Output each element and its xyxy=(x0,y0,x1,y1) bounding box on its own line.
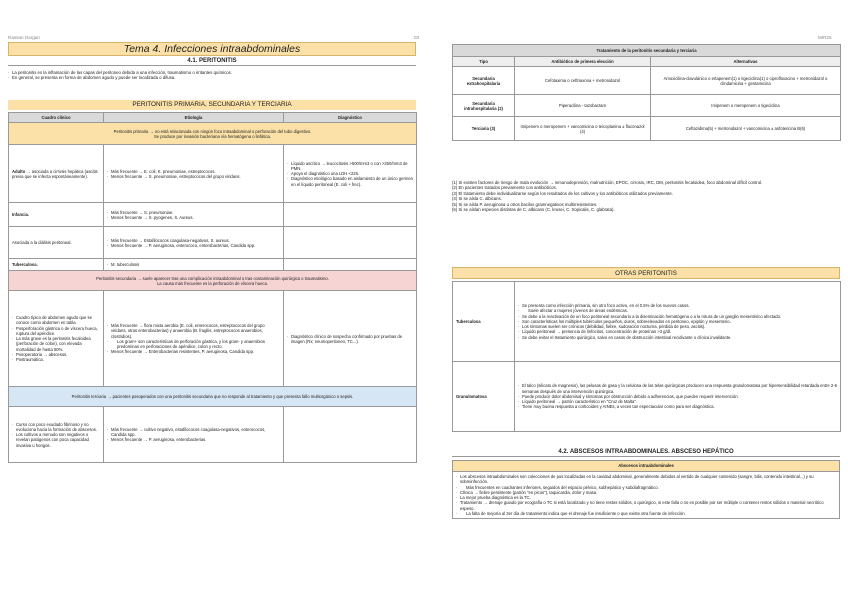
table-title: PERITONITIS PRIMARIA, SECUNDARIA Y TERCIARIA xyxy=(8,100,416,110)
abscesos-cell xyxy=(453,472,840,519)
tb-item: · Se presenta como infección primaria, sin otro foco activo, en el 0,5% de los nuevos casos. xyxy=(518,303,837,308)
gr-cell xyxy=(515,362,841,432)
secundaria-banner xyxy=(9,271,417,291)
tb-label: Tuberculosa xyxy=(453,282,515,362)
clinic-cell xyxy=(9,291,104,387)
abscesos-title: Abscesos intraabdominales xyxy=(453,461,840,472)
tipo-cell: Secundaria intrahospitalaria (2) xyxy=(453,95,515,117)
clinic-cell xyxy=(9,227,104,259)
intro-item: · En general, se presenta en forma de abdomen agudo y puede ser localizada o difusa. xyxy=(8,75,416,80)
peritonitis-table xyxy=(8,112,417,463)
tb-item: · Se debe a la reactivación de un foco peritoneal secundario a la diseminación hematógena o a la rotura de un ganglio mesentérico afectado. xyxy=(518,314,837,319)
clinic-cell xyxy=(9,145,104,203)
diag-cell xyxy=(284,259,417,271)
clinic-cell xyxy=(9,259,104,271)
etio-cell xyxy=(104,145,284,203)
otras-table xyxy=(452,281,841,432)
etio-item: · Los gram+ son características de perforación gástrica, y los gram- y anaerobios predominan en perforaciones de apéndice, colon y recto. xyxy=(107,339,280,350)
chapter-title: Tema 4. Infecciones intraabdominales xyxy=(8,42,416,56)
col-header: Tipo xyxy=(453,57,515,67)
intro-list xyxy=(8,70,416,81)
clinic-text: → asociada a cirrosis hepática (ascitis previa que se infecta espontáneamente). xyxy=(12,168,98,179)
etio-item: · Más frecuente → S. pneumoniae. xyxy=(107,210,280,215)
etio-item: · Menos frecuente → S. pneumoniae, estreptococos del grupo viridans. xyxy=(107,174,280,179)
gr-item: · Tiene muy buena respuesta a corticoides y AINEs, a veces tan espectacular como para ser diagnóstica. xyxy=(518,404,837,409)
page-number: 03 xyxy=(414,35,420,40)
ab-item: · Los abscesos intraabdominales son colecciones de pus localizadas en la cavidad abdominal, generalmente debidos al vertido de cualquier contenido (sangre, bilis, contenido intestinal...) y su sobreinfección. xyxy=(456,474,836,485)
tb-item: · Se debe evitar el tratamiento quirúrgico, salvo en casos de obstrucción intestinal recidivante o clínica invalidante. xyxy=(518,335,837,340)
etio-item: · Más frecuente → E. coli, K. pneumoniae, estreptococos. xyxy=(107,169,280,174)
treatment-title: Tratamiento de la peritonitis secundaria y terciaria xyxy=(453,45,841,57)
clinic-bold: Adulto xyxy=(12,168,26,174)
tb-item: · Los síntomas suelen ser crónicos (debilidad, fiebre, sudoración nocturna, pérdida de peso, ascitis). xyxy=(518,324,837,329)
clinic-item: · Posoperatoria → abscesos. xyxy=(12,352,100,357)
first-choice-cell: Cefotaxima o ceftriaxona + metronidazol xyxy=(515,67,651,95)
etio-item: · Más frecuente → cultivo negativo, estafilococos coagulasa-negativos, enterococos, Candida spp. xyxy=(107,427,280,438)
etio-item: · Más frecuente → Estafilococos coagulasa-negativos, S. aureus. xyxy=(107,238,280,243)
primaria-text-2: Se produce por invasión bacteriana vía hematógena o linfática. xyxy=(153,133,272,139)
note: (1) Si existen factores de riesgo de mala evolución → inmunodepresión, malnutrición, EPOC, cirrosis, IRC, DM, peritonitis fecaloidea, foco abdominal difícil control. xyxy=(452,180,763,185)
terciaria-banner xyxy=(9,387,417,407)
treatment-notes xyxy=(452,180,840,212)
note: (3) El tratamiento debe individualizarse según los resultados de los cultivos y los antibióticos utilizados previamente. xyxy=(452,190,673,196)
ab-item: · La falta de mejoría al 3er día de tratamiento indica que el drenaje fue insuficiente o que existe otra fuente de infección. xyxy=(456,511,836,516)
note: (2) En pacientes tratados previamente con antibióticos. xyxy=(452,185,557,191)
etio-item: · Menos frecuente → P. aeruginosa, enterococo, enterobacterias, Candida spp. xyxy=(107,243,280,248)
primaria-text: Peritonitis primaria → no está relacionada con ningún foco intraabdominal o perforación del tubo digestivo. xyxy=(113,128,312,134)
gr-item: · Líquido peritoneal → patrón característico en "Cruz de Malta". xyxy=(518,399,837,404)
etio-item: · Menos frecuente → S. pyogenes, S. Aureus. xyxy=(107,215,280,220)
diag-cell xyxy=(284,203,417,227)
etio-item: · Más frecuente → flora mixta aerobia (E. coli, enterococos, estreptococos del grupo viridans, otras enterobacterias) y anaerobia (B. fragilis, estreptococos anaerobios, clostridios). xyxy=(107,323,280,339)
clinic-bold: Infancia. xyxy=(12,212,29,218)
col-header: Alternativas xyxy=(651,57,841,67)
etio-cell xyxy=(104,407,284,463)
exam-tag: MIR25 xyxy=(818,35,832,40)
etio-item: · M. tuberculosis xyxy=(107,262,280,267)
clinic-item: · Posperforación gástrica o de víscera hueca, ruptura del apéndice. xyxy=(12,326,100,337)
tb-item: · Son características los múltiples tubérculos pequeños, duros, sobreelevados en peritoneo, epiplón y mesenterio. xyxy=(518,319,837,324)
alt-cell: Ceftazidima(5) + metronidazol + vancomicina ± anfotericina B(6) xyxy=(651,117,841,141)
clinic-item: · Los cultivos a menudo son negativos o revelan patógenos con poca capacidad invasiva u hongos. xyxy=(12,432,100,448)
alt-cell: Amoxicilina-clavulánico o ertapenem(1) o tigeciclina(1) o ciprofloxacino + metronidazol o clindamicina + gentamicina xyxy=(651,67,841,95)
clinic-text: Asociada a la diálisis peritoneal. xyxy=(12,240,72,246)
right-page xyxy=(424,0,848,599)
ab-item: · Más frecuentes en cuadrantes inferiores, seguidos del espacio pélvico, subhepático y subdiafragmático. xyxy=(456,485,836,490)
otras-title: OTRAS PERITONITIS xyxy=(452,267,840,279)
treatment-table xyxy=(452,44,841,141)
note: (4) Si se aísla C. albicans. xyxy=(452,196,502,202)
clinic-cell xyxy=(9,203,104,227)
ab-item: · La mejor prueba diagnóstica es la TC. xyxy=(456,495,836,500)
col-header: Etiología xyxy=(104,113,284,123)
diag-cell xyxy=(284,227,417,259)
etio-cell xyxy=(104,259,284,271)
etio-cell xyxy=(104,227,284,259)
clinic-bold: Tuberculosa. xyxy=(12,262,38,268)
clinic-item: · Curso con poco exudado fibrinoso y no evoluciona hacia la formación de abscesos. xyxy=(12,422,100,433)
gr-item: · El talco (silicato de magnesio), las pelusas de gasa y la celulosa de las telas quirúrgicas producen una respuesta granulomatosa por hipersensibilidad retardada entre 2-6 semanas después de una intervención quirúrgica. xyxy=(518,383,837,394)
primaria-banner xyxy=(9,123,417,145)
col-header: Cuadro clínico xyxy=(9,113,104,123)
abscesos-table xyxy=(452,460,840,519)
etio-cell xyxy=(104,203,284,227)
ab-item: · Tratamiento → drenaje guiado por ecografía o TC si está localizado y no tiene restos sólidos, o quirúrgico, si este falla o no es posible por ser múltiple o contener restos sólidos o material necrótico espeso. xyxy=(456,500,836,511)
clinic-item: · Postraumática. xyxy=(12,357,100,362)
tb-cell xyxy=(515,282,841,362)
tb-item: · Líquido peritoneal → presencia de linfocitos, concentración de proteínas >3 g/dl. xyxy=(518,329,837,334)
col-header: Diagnóstico xyxy=(284,113,417,123)
author-name: Rassan Dargan xyxy=(8,35,40,40)
ab-item: · Clínica → fiebre persistente (patrón "en picos"), taquicardia, dolor y masa. xyxy=(456,490,836,495)
etio-item: · Menos frecuente → Enterobacterias resistentes, P. aeruginosa, Candida spp. xyxy=(107,349,280,354)
first-choice-cell: Piperacilina - tazobactam xyxy=(515,95,651,117)
secundaria-text: Peritonitis secundaria → suele aparecer tras una complicación intraabdominal o tras contaminación quirúrgica o traumatismo. xyxy=(96,275,329,281)
intro-item: · La peritonitis es la inflamación de las capas del peritoneo debida a una infección, traumatismo o irritantes químicos. xyxy=(8,70,416,75)
diag-item: · Apoya el diagnóstico una LDH <225. xyxy=(287,171,413,176)
tipo-cell: Terciaria (3) xyxy=(453,117,515,141)
secundaria-text-2: La causa más frecuente es la perforación de víscera hueca. xyxy=(156,280,269,286)
diag-item: · Diagnóstico clínico de sospecha confirmado por pruebas de imagen (Rx; neumoperitoneo, TC...). xyxy=(287,334,413,345)
clinic-cell xyxy=(9,407,104,463)
section-heading: 4.1. PERITONITIS xyxy=(8,58,416,66)
clinic-item: · Cuadro típico de abdomen agudo que se conoce como abdomen en tabla. xyxy=(12,315,100,326)
diag-cell xyxy=(284,291,417,387)
gr-item: · Puede producir dolor abdominal y síntomas por obstrucción debido a adherencias, que pueden requerir intervención. xyxy=(518,394,837,399)
first-choice-cell: Imipenem o meropenem + vancomicina o teicoplanina ± fluconazol (4) xyxy=(515,117,651,141)
note: (6) Si se aíslan especies distintas de C. albicans (C. krusei, C. tropicalis, C. glabrata). xyxy=(452,207,615,213)
diag-item: · Diagnóstico etiológico basado en aislamiento de un único germen en el líquido peritoneal (E. coli + frec). xyxy=(287,176,413,187)
gr-label: Granulomatosa xyxy=(453,362,515,432)
tipo-cell: Secundaria extrahospitalaria xyxy=(453,67,515,95)
etio-cell xyxy=(104,291,284,387)
diag-item: · Líquido ascítico → leucocitosis >500/mm3 o con >250/mm3 de PMN. xyxy=(287,161,413,172)
diag-cell xyxy=(284,145,417,203)
clinic-item: · La más grave es la peritonitis fecaloidea (perforación de colon), con elevada mortalidad de hasta 50%. xyxy=(12,336,100,352)
section-heading-2: 4.2. ABSCESOS INTRAABDOMINALES. ABSCESO HEPÁTICO xyxy=(452,449,840,457)
terciaria-text: Peritonitis terciaria → pacientes posoperados con una peritonitis secundaria que no responde al tratamiento y que presenta fallo multiorgánico o sepsis. xyxy=(71,394,354,400)
alt-cell: Imipenem o meropenem o tigeciclina xyxy=(651,95,841,117)
tb-item: · Suele afectar a mujeres jóvenes de áreas endémicas. xyxy=(518,308,837,313)
col-header: Antibiótico de primera elección xyxy=(515,57,651,67)
diag-cell xyxy=(284,407,417,463)
etio-item: · Menos frecuente → P. aeruginosa, enterobacterias. xyxy=(107,437,280,442)
note: (5) Si se aísla P. aeruginosa u otros bacilos gramnegativos multirresistentes. xyxy=(452,201,598,207)
